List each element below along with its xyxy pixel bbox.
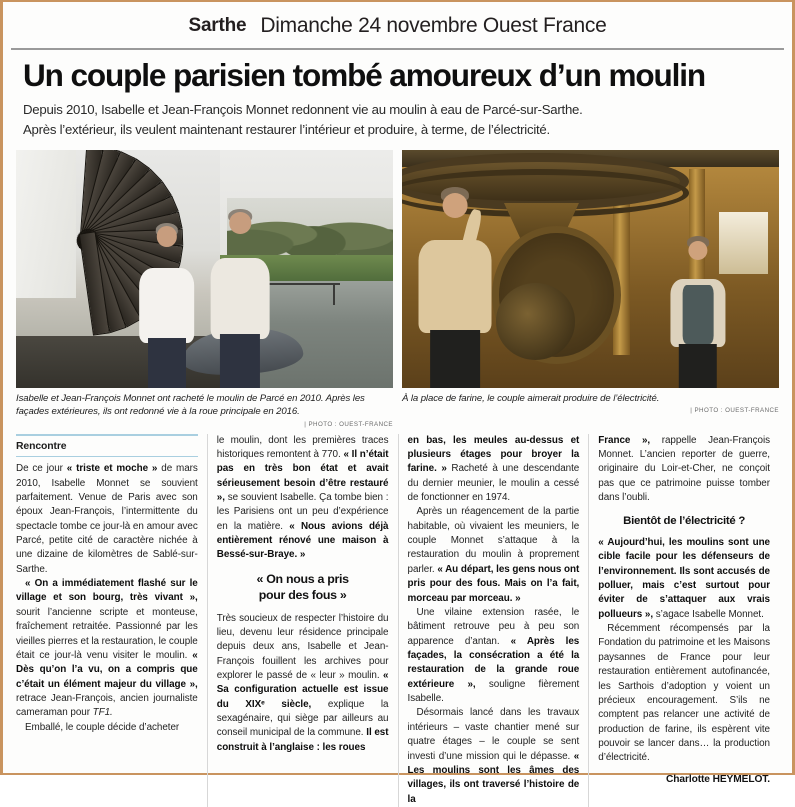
paragraph: France », rappelle Jean-François Monnet. L’ancien reporter de guerre, originaire du Loir-et-Cher, ne conçoit pas que ce patrimoine puisse tomber dans l’oubli. bbox=[598, 434, 770, 504]
pull-quote bbox=[217, 563, 389, 612]
text-column-1 bbox=[16, 434, 207, 807]
standfirst-line-1: Depuis 2010, Isabelle et Jean-François Monnet redonnent vie au moulin à eau de Parcé-sur-Sarthe. bbox=[23, 102, 583, 118]
pull-quote-line-1: « On nous a pris bbox=[256, 571, 349, 586]
photo-credit: | PHOTO : OUEST-FRANCE bbox=[690, 407, 779, 415]
photo-column-left bbox=[16, 150, 393, 427]
paragraph: Récemment récompensés par la Fondation du patrimoine et les Maisons paysannes de France pour leur restauration entièrement autofinancée, les Sarthois d’adoption y voient un précieux encouragement. S’ils ne comptent pas relancer une activité de production de farine, ils espèrent vite pouvoir se lancer dans… la production d’électricité. bbox=[598, 623, 770, 764]
head bbox=[442, 193, 467, 218]
paragraph: le moulin, dont les premières traces historiques remontent à 770. « Il n’était pas en très bon état et avait sérieusement besoin d’être restauré », se souvient Isabelle. Ça tombe bien : les Parisiens ont un peu d’expérience en la matière. « Nous avions déjà entièrement rénové une maison à Bessé-sur-Braye. » bbox=[216, 434, 389, 561]
byline: Charlotte HEYMELOT. bbox=[666, 773, 770, 785]
legs bbox=[148, 338, 186, 388]
legs bbox=[220, 334, 260, 389]
mill-gears-photo bbox=[402, 150, 779, 388]
paragraph: « On a immédiatement flashé sur le village et son bourg, très vivant », sourit l’ancienne scripte et monteuse, fraîchement retraitée. Passionné par les vieilles pierres et la restauration, le couple était ce jour-là venu visiter le moulin. « Dès qu’on l’a vu, on a compris que c’était un élément majeur du village », retrace Jean-François, ancien journaliste cameraman pour TF1. bbox=[16, 578, 198, 719]
text-column-3 bbox=[398, 434, 589, 807]
head bbox=[157, 226, 177, 246]
paragraph: Une vilaine extension rasée, le bâtiment retrouve peu à peu son apparence d’antan. « Après les façades, la consécration a été la restauration de la grande roue extérieure », souligne fièrement Isabelle. bbox=[407, 606, 580, 705]
article-body bbox=[3, 428, 792, 807]
railing-post-right bbox=[333, 283, 335, 304]
legs bbox=[679, 344, 717, 388]
person-isabelle bbox=[666, 241, 730, 389]
photo-column-right bbox=[402, 150, 779, 427]
paragraph: en bas, les meules au-dessus et plusieurs étages pour broyer la farine. » Racheté à une descendante du dernier meunier, le moulin a cessé de fonctionner en 1974. bbox=[407, 434, 580, 504]
person-jean-francois bbox=[205, 212, 277, 388]
person-isabelle bbox=[133, 226, 201, 388]
head bbox=[688, 241, 707, 260]
standfirst bbox=[23, 100, 772, 140]
masthead bbox=[3, 2, 792, 46]
paragraph: « Aujourd’hui, les moulins sont une cible facile pour les défenseurs de l’environnement. Ils sont accusés de polluer, mais c’est surtout pour éviter de s’attaquer aux vrais pollueurs », s’agace Isabelle Monnet. bbox=[598, 536, 770, 620]
sub-headline: Bientôt de l’électricité ? bbox=[623, 515, 746, 528]
section-rule-top bbox=[16, 434, 198, 436]
head bbox=[230, 212, 251, 233]
person-jean-francois bbox=[413, 193, 496, 388]
gear-hub bbox=[496, 283, 575, 359]
section-rule-bottom bbox=[16, 456, 198, 458]
pull-quote-line-2: pour des fous » bbox=[258, 587, 347, 602]
text-column-2 bbox=[207, 434, 398, 807]
paragraph: De ce jour « triste et moche » de mars 2010, Isabelle Monnet se souvient parfaitement. Venue de Paris avec son époux Jean-François, l’intermittente du spectacle tombe ce jour-là en amour avec Parcé, petite cité de caractère nichée à une dizaine de kilomètres de Sablé-sur-Sarthe. bbox=[16, 463, 198, 575]
photo-credit: | PHOTO : OUEST-FRANCE bbox=[304, 420, 393, 428]
paragraph: Désormais lancé dans les travaux intérieurs – vaste chantier mené sur quatre étages – le couple se sent investi d’une mission qui le dépasse. « Les moulins sont les âmes des villages, ils ont traversé l’histoire de la bbox=[407, 707, 580, 805]
section-kicker: Sarthe bbox=[188, 15, 247, 36]
standfirst-line-2: Après l’extérieur, ils veulent maintenant restaurer l’intérieur et produire, à terme, de l’électricité. bbox=[23, 122, 550, 138]
photo-caption: Isabelle et Jean-François Monnet ont racheté le moulin de Parcé en 2010. Après les façades extérieures, ils ont redonné vie à la roue principale en 2016. bbox=[16, 393, 365, 418]
photo-row bbox=[3, 140, 792, 427]
water-wheel-photo bbox=[16, 150, 393, 388]
paragraph: Après un réagencement de la partie habitable, où vivaient les meuniers, le couple Monnet s’attaque à la restauration du moulin à proprement parler. « Au départ, les gens nous ont pris pour des fous. Mais on l’a fait, morceau par morceau. » bbox=[407, 506, 580, 604]
section-label: Rencontre bbox=[16, 440, 67, 452]
headline-block bbox=[3, 50, 792, 140]
white-jacket bbox=[139, 268, 195, 342]
cream-sweater bbox=[211, 258, 270, 339]
dark-vest bbox=[683, 285, 714, 344]
paragraph: Emballé, le couple décide d’acheter bbox=[25, 721, 180, 733]
legs bbox=[430, 330, 480, 389]
page-title: Un couple parisien tombé amoureux d’un moulin bbox=[23, 57, 706, 93]
photo-caption: À la place de farine, le couple aimerait produire de l’électricité. bbox=[402, 393, 660, 405]
dateline: Dimanche 24 novembre Ouest France bbox=[260, 14, 607, 37]
paragraph: Très soucieux de respecter l’histoire du lieu, devenu leur résidence principale depuis deux ans, Isabelle et Jean-François fouillent les archives pour explorer le passé de « leur » moulin. « Sa configuration actuelle est issue du XIXᵉ siècle, explique la sexagénaire, qui siège par ailleurs au conseil municipal de la commune. Il est construit à l’anglaise : les roues bbox=[216, 612, 389, 753]
text-column-4 bbox=[588, 434, 779, 807]
beige-polo bbox=[418, 240, 491, 334]
